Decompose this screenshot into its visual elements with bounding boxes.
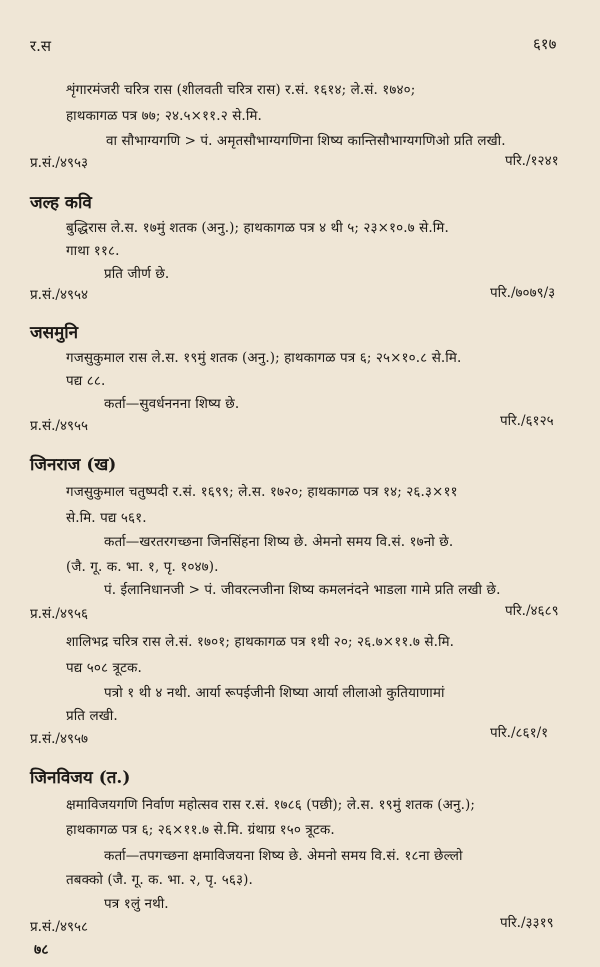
entry-text-line: कर्ता—खरतरगच्छना जिनसिंहना शिष्य छे. अेमनो समय वि.सं. १७नो छे.: [104, 534, 454, 550]
accession-number: प्र.सं./४९५५: [30, 418, 89, 434]
entry-text-line: बुद्धिरास ले.स. १७मुं शतक (अनु.); हाथकागळ पत्र ४ थी ५; २३×१०.७ से.मि.: [66, 220, 449, 236]
entry-text-line: हाथकागळ पत्र ७७; २४.५×११.२ से.मि.: [66, 108, 262, 124]
entry-text-line: पं. ईलानिधानजी > पं. जीवरत्नजीना शिष्य कमलनंदने भाडला गामे प्रति लखी छे.: [104, 582, 501, 598]
entry-text-line: गजसुकुमाल चतुष्पदी र.सं. १६९९; ले.स. १७२०; हाथकागळ पत्र १४; २६.३×११: [66, 484, 458, 500]
author-heading: जल्ह कवि: [30, 193, 92, 213]
page-number: ६१७: [533, 35, 557, 53]
accession-number: प्र.सं./४९५७: [30, 731, 89, 747]
entry-text-line: हाथकागळ पत्र ६; २६×११.७ से.मि. ग्रंथाग्र १५० त्रूटक.: [66, 822, 335, 838]
author-heading: जिनविजय (त.): [30, 768, 131, 788]
pari-number: परि./७०७९/३: [490, 285, 556, 301]
accession-number: प्र.सं./४९५४: [30, 287, 89, 303]
entry-text-line: पद्य ८८.: [66, 373, 106, 389]
entry-text-line: शालिभद्र चरित्र रास ले.सं. १७०१; हाथकागळ पत्र १थी २०; २६.७×११.७ से.मि.: [66, 634, 455, 650]
entry-text-line: गाथा ११८.: [66, 243, 120, 259]
accession-number: प्र.सं./४९५८: [30, 919, 89, 935]
footer-number: ७८: [34, 942, 49, 958]
entry-text-line: क्षमाविजयगणि निर्वाण महोत्सव रास र.सं. १७८६ (पछी); ले.स. १९मुं शतक (अनु.);: [66, 797, 476, 813]
entry-text-line: पद्य ५०८ त्रूटक.: [66, 660, 142, 676]
entry-text-line: कर्ता—सुवर्धननना शिष्य छे.: [104, 396, 240, 412]
accession-number: प्र.सं./४९५३: [30, 155, 89, 171]
entry-text-line: पत्र १लुं नथी.: [104, 896, 169, 912]
entry-text-line: पत्रो १ थी ४ नथी. आर्या रूपईजीनी शिष्या आर्या लीलाओ कुतियाणामां: [104, 685, 445, 701]
entry-text-line: प्रति जीर्ण छे.: [104, 266, 170, 282]
pari-number: परि./१२४१: [505, 153, 559, 169]
running-head: र.स: [30, 37, 52, 55]
entry-text-line: गजसुकुमाल रास ले.स. १९मुं शतक (अनु.); हाथकागळ पत्र ६; २५×१०.८ से.मि.: [66, 350, 462, 366]
author-heading: जसमुनि: [30, 323, 79, 343]
entry-text-line: से.मि. पद्य ५६१.: [66, 510, 147, 526]
pari-number: परि./३३१९: [500, 915, 554, 931]
entry-text-line: कर्ता—तपगच्छना क्षमाविजयना शिष्य छे. अेमनो समय वि.सं. १८ना छेल्लो: [104, 848, 463, 864]
entry-text-line: वा सौभाग्यगणि > पं. अमृतसौभाग्यगणिना शिष्य कान्तिसौभाग्यगणिओ प्रति लखी.: [106, 133, 506, 149]
accession-number: प्र.सं./४९५६: [30, 606, 89, 622]
entry-text-line: शृंगारमंजरी चरित्र रास (शीलवती चरित्र रास) र.सं. १६१४; ले.सं. १७४०;: [66, 82, 416, 98]
author-heading: जिनराज (ख): [30, 455, 117, 475]
pari-number: परि./४६८९: [505, 603, 559, 619]
entry-text-line: प्रति लखी.: [66, 708, 118, 724]
pari-number: परि./८६१/१: [490, 725, 549, 741]
entry-text-line: तबक्को (जै. गू. क. भा. २, पृ. ५६३).: [66, 872, 253, 888]
entry-text-line: (जै. गू. क. भा. १, पृ. १०४७).: [66, 559, 219, 575]
pari-number: परि./६१२५: [500, 413, 554, 429]
